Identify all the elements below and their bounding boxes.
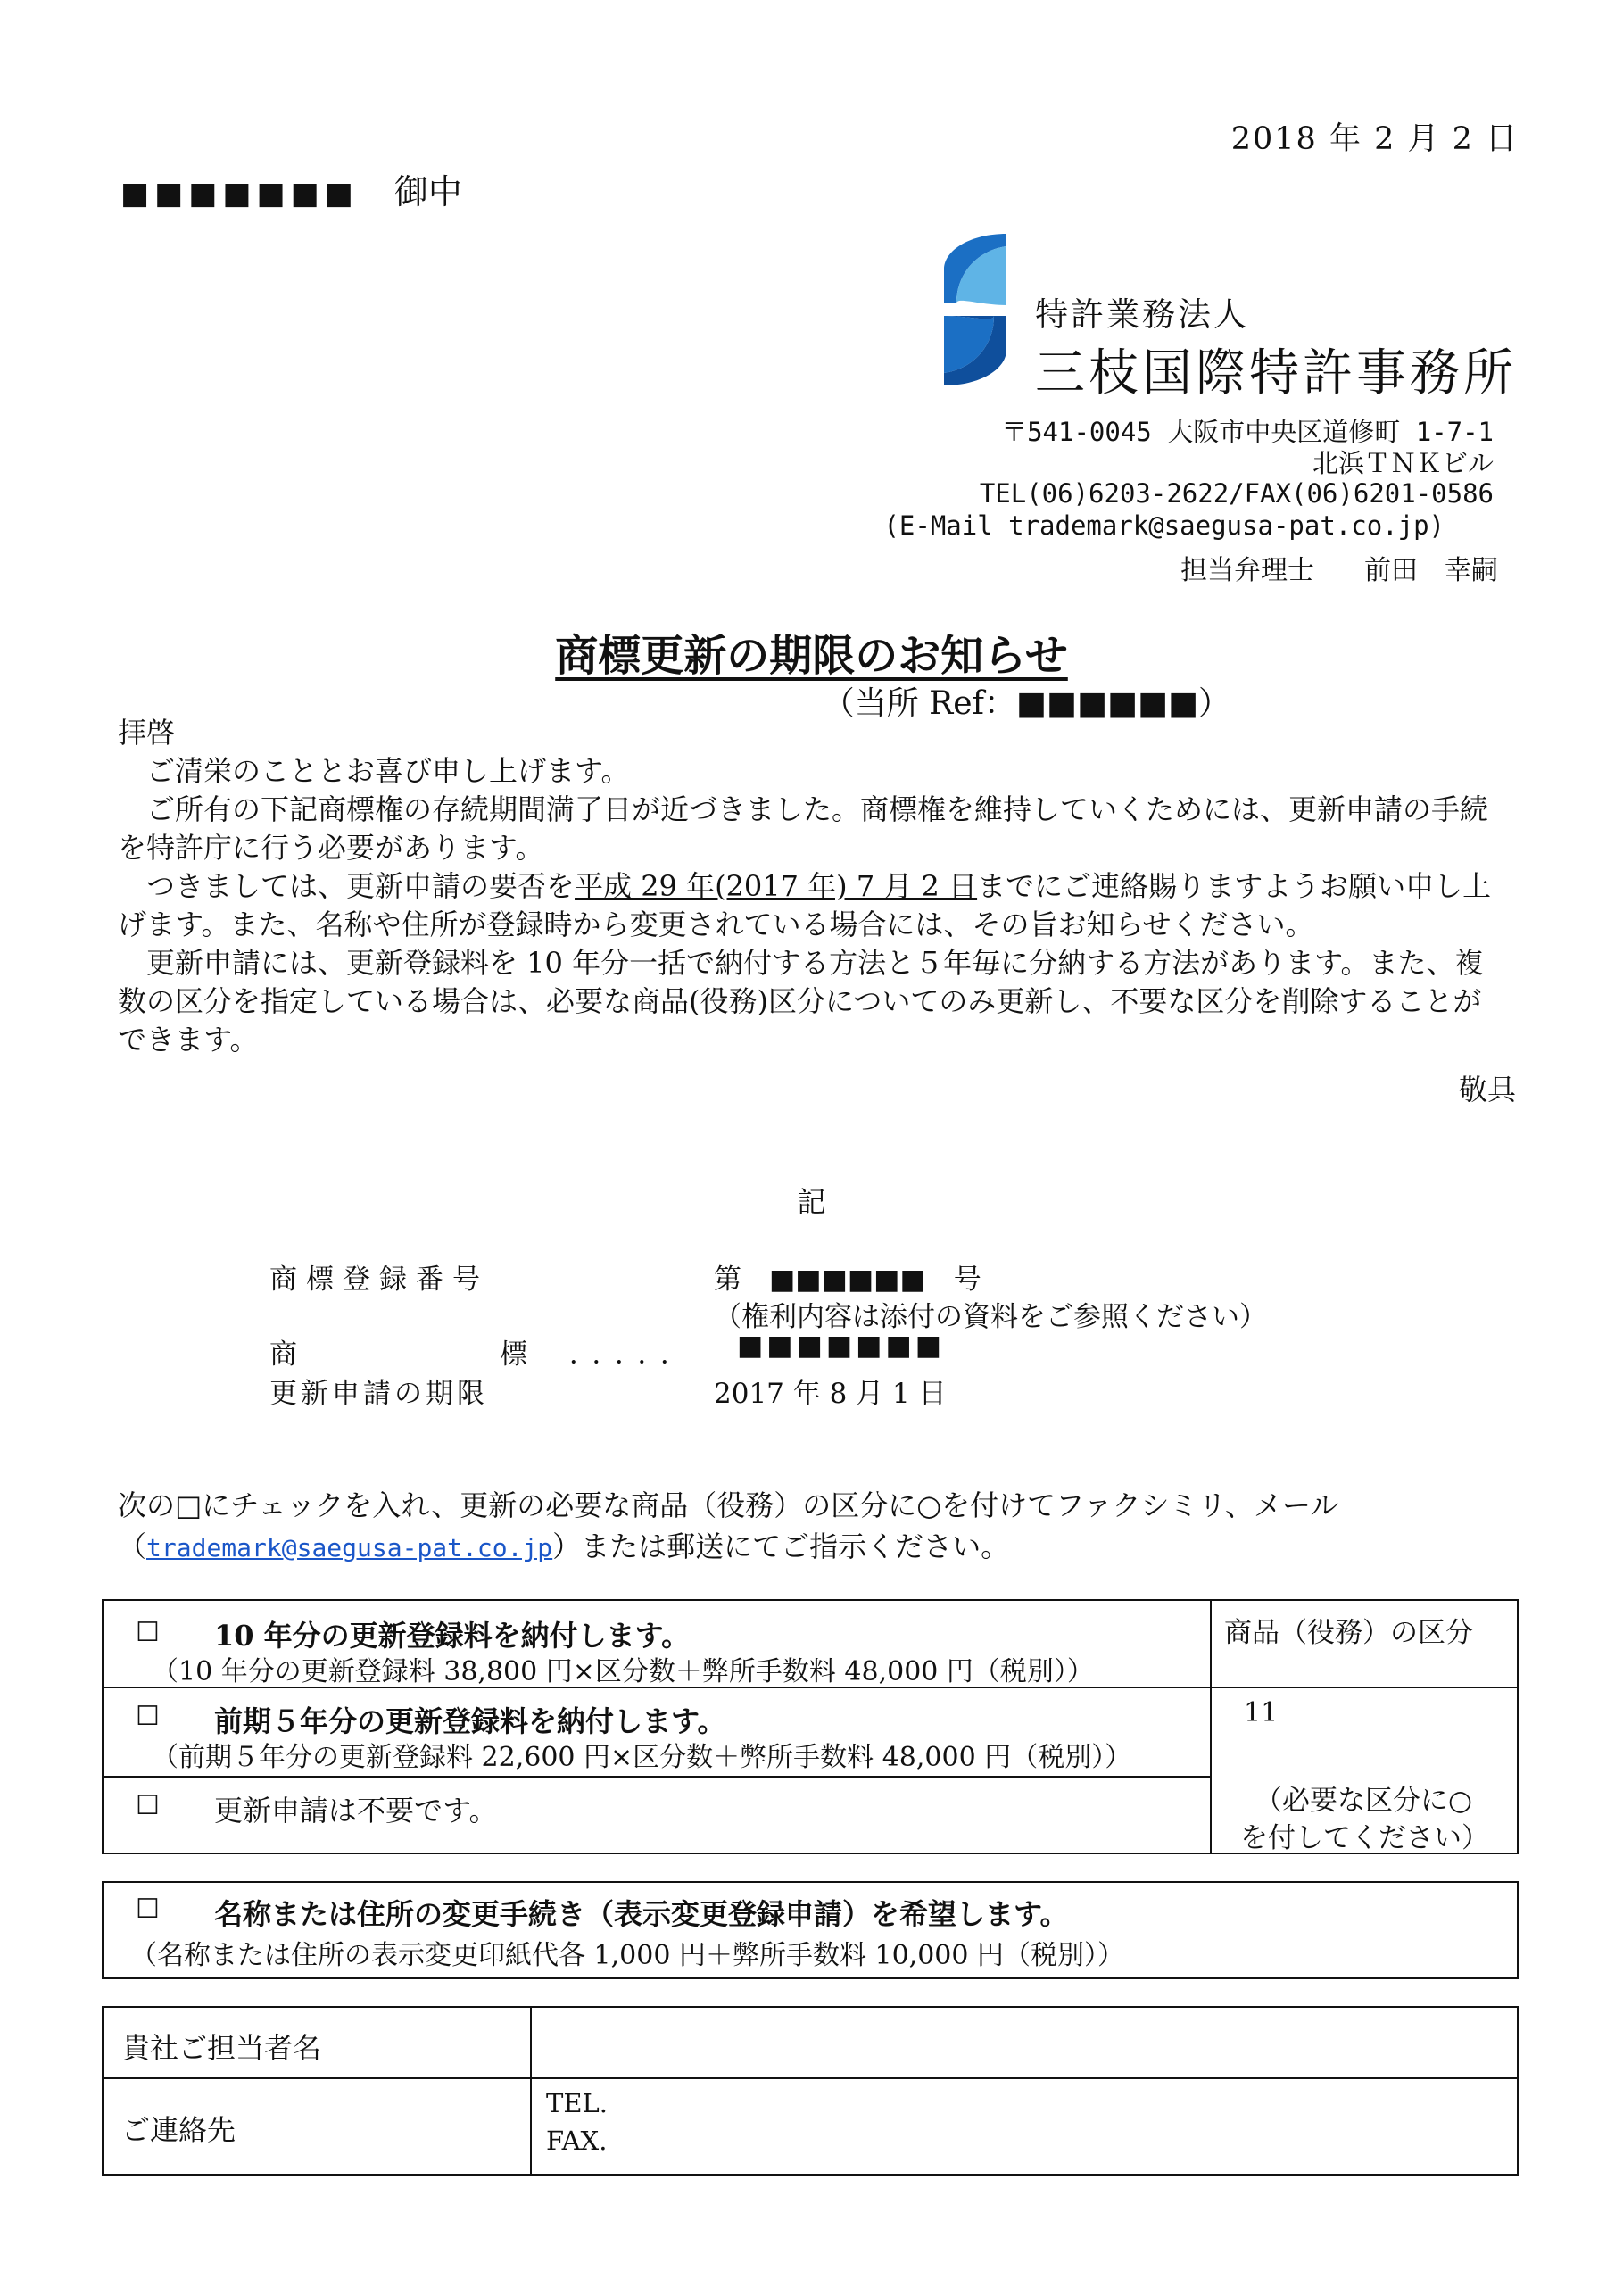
deadline-label: 更新申請の期限 bbox=[269, 1378, 488, 1410]
class-header: 商品（役務）の区分 bbox=[1224, 1617, 1473, 1649]
mark-dots: ．．．．． bbox=[569, 1339, 697, 1371]
attorney-label: 担当弁理士 bbox=[1180, 555, 1314, 586]
firm-logo-s-icon bbox=[944, 234, 1006, 385]
p3-pre: つきましては、更新申請の要否を bbox=[146, 869, 576, 903]
instructions-post: ）または郵送にてご指示ください。 bbox=[552, 1529, 1010, 1563]
instructions-pre: 次の□にチェックを入れ、更新の必要な商品（役務）の区分に○を付けてファクシミリ、メール（ bbox=[118, 1488, 1339, 1563]
option-no-renewal-checkbox[interactable]: ☐ bbox=[136, 1790, 160, 1821]
class-note-1: （必要な区分に○ bbox=[1255, 1785, 1473, 1817]
addressee bbox=[120, 164, 462, 213]
change-title: 名称または住所の変更手続き（表示変更登録申請）を希望します。 bbox=[214, 1897, 1069, 1931]
attorney-name: 前田 幸嗣 bbox=[1364, 555, 1498, 586]
attorney bbox=[1180, 548, 1498, 587]
letter-paragraph-1: ご清栄のこととお喜び申し上げます。 bbox=[146, 754, 630, 788]
reg-no-label: 商標登録番号 bbox=[269, 1264, 489, 1296]
reference-number: （当所 Ref：■■■■■■） bbox=[822, 685, 1230, 722]
reg-no-note: （権利内容は添付の資料をご参照ください） bbox=[714, 1301, 1267, 1333]
document-title-text: 商標更新の期限のお知らせ bbox=[555, 631, 1068, 681]
change-detail: （名称または住所の表示変更印紙代各 1,000 円＋弊所手数料 10,000 円（税別）） bbox=[130, 1940, 1124, 1971]
firm-tel-fax: TEL(06)6203-2622/FAX(06)6201-0586 bbox=[979, 478, 1494, 509]
option-10yr-checkbox[interactable]: ☐ bbox=[136, 1617, 160, 1648]
reply-deadline: 平成 29 年(2017 年) 7 月 2 日 bbox=[575, 869, 978, 903]
option-5yr-checkbox[interactable]: ☐ bbox=[136, 1701, 160, 1732]
firm-email: (E-Mail trademark@saegusa-pat.co.jp) bbox=[883, 510, 1445, 541]
addressee-honorific: 御中 bbox=[393, 172, 462, 211]
firm-address-line1: 〒541-0045 大阪市中央区道修町 1-7-1 bbox=[1001, 417, 1494, 447]
addressee-redacted: ■■■■■■■ bbox=[120, 176, 359, 211]
mark-label-a: 商 bbox=[269, 1339, 297, 1371]
change-checkbox[interactable]: ☐ bbox=[136, 1894, 160, 1925]
firm-name: 三枝国際特許事務所 bbox=[1035, 344, 1517, 402]
firm-address-line2: 北浜ＴＮＫビル bbox=[1312, 448, 1494, 478]
fax-label: FAX. bbox=[546, 2126, 608, 2156]
class-note-2: を付してください） bbox=[1240, 1822, 1489, 1854]
document-title bbox=[0, 621, 1623, 683]
option-5yr-title: 前期５年分の更新登録料を納付します。 bbox=[214, 1704, 726, 1738]
letter-paragraph-2: ご所有の下記商標権の存続期間満了日が近づきました。商標権を維持していくためには、更新申請の手続を特許庁に行う必要があります。 bbox=[118, 792, 1489, 865]
deadline-value: 2017 年 8 月 1 日 bbox=[714, 1378, 947, 1410]
renewal-options-table bbox=[102, 1599, 1519, 1854]
firm-type: 特許業務法人 bbox=[1035, 295, 1249, 334]
option-5yr-detail: （前期５年分の更新登録料 22,600 円×区分数＋弊所手数料 48,000 円（税別）） bbox=[152, 1742, 1132, 1773]
letter-date: 2018 年 2 月 2 日 bbox=[1230, 121, 1519, 157]
contact-label: ご連絡先 bbox=[121, 2113, 236, 2147]
class-value[interactable]: 11 bbox=[1244, 1697, 1279, 1728]
instructions bbox=[118, 1485, 1528, 1569]
reg-no-value: 第 ■■■■■■ 号 bbox=[714, 1264, 981, 1296]
letter-closing: 敬具 bbox=[1458, 1073, 1516, 1107]
option-no-renewal-title: 更新申請は不要です。 bbox=[214, 1794, 498, 1828]
name-address-change-box bbox=[102, 1881, 1519, 1979]
tel-label: TEL. bbox=[546, 2088, 608, 2118]
record-heading: 記 bbox=[797, 1185, 826, 1219]
letter-paragraph-3 bbox=[118, 867, 1510, 944]
contact-table bbox=[102, 2006, 1519, 2176]
option-10yr-detail: （10 年分の更新登録料 38,800 円×区分数＋弊所手数料 48,000 円（税別）） bbox=[152, 1656, 1094, 1687]
letter-body bbox=[118, 714, 1510, 1059]
person-label: 貴社ご担当者名 bbox=[121, 2031, 322, 2065]
mark-value: ■■■■■■■ bbox=[737, 1330, 946, 1362]
p3-post: までにご連絡賜りますようお願い申し上げます。また、名称や住所が登録時から変更されている場合には、その旨お知らせください。 bbox=[118, 869, 1492, 941]
email-link[interactable]: trademark@saegusa-pat.co.jp bbox=[146, 1533, 553, 1562]
mark-label-b: 標 bbox=[500, 1339, 527, 1371]
letter-paragraph-4: 更新申請には、更新登録料を 10 年分一括で納付する方法と５年毎に分納する方法があります。また、複数の区分を指定している場合は、必要な商品(役務)区分についてのみ更新し、不要な区分を削除することができます。 bbox=[118, 946, 1484, 1057]
option-10yr-title: 10 年分の更新登録料を納付します。 bbox=[214, 1619, 691, 1653]
letter-opening: 拝啓 bbox=[118, 716, 176, 750]
